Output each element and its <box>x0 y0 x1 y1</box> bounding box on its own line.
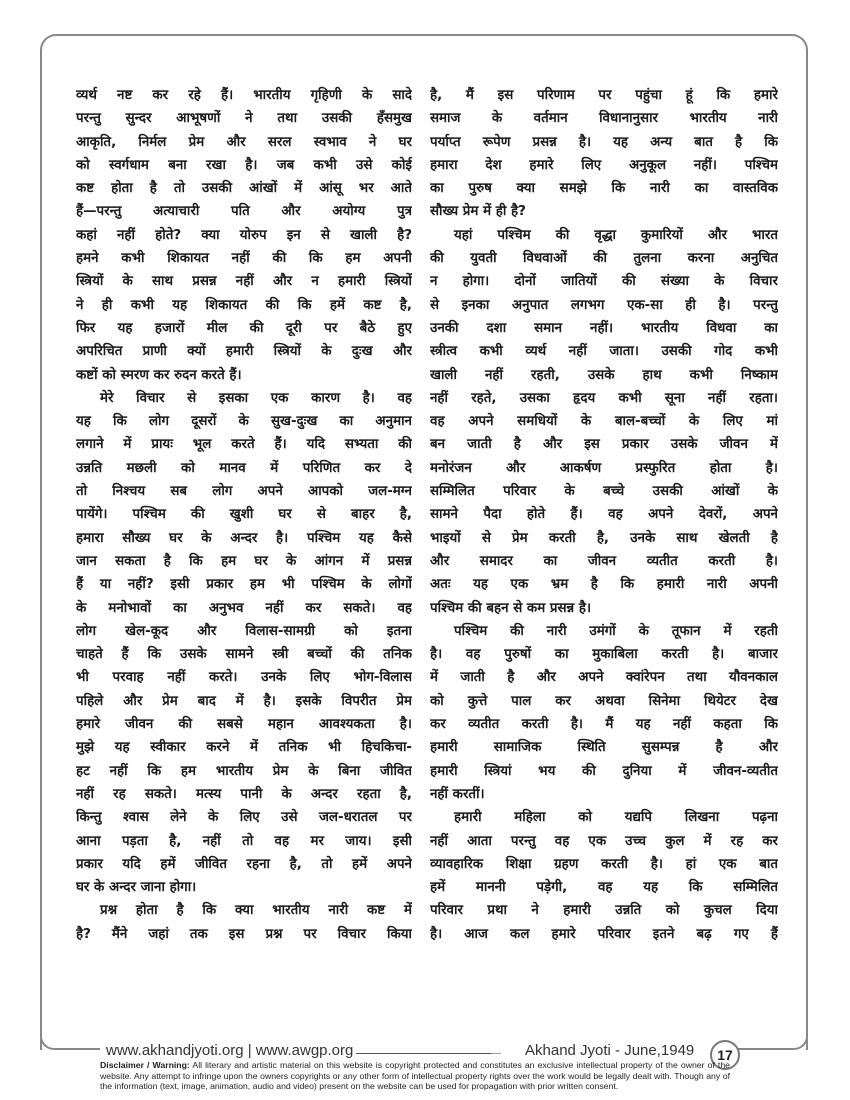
text-line: परन्तु सुन्दर आभूषणों ने तथा उसकी हँसमुख <box>76 111 412 127</box>
text-line: फिर यह हजारों मील की दूरी पर बैठे हुए <box>76 320 412 336</box>
text-line: सामने पैदा होते हैं। वह अपने देवरों, अपने <box>430 507 778 523</box>
text-line: कष्ट होता है तो उसकी आंखों में आंसू भर आते <box>76 181 412 197</box>
text-line: परिवार प्रथा ने हमारी उन्नति को कुचल दिया <box>430 903 778 919</box>
text-line: हमें माननी पड़ेगी, वह यह कि सम्मिलित <box>430 880 778 896</box>
text-line: उनकी दशा समान नहीं। भारतीय विधवा का <box>430 320 778 336</box>
text-line: पहिले और प्रेम बाद में है। इसके विपरीत प्रेम <box>76 693 412 709</box>
text-line: तो निश्चय सब लोग अपने आपको जल-मग्न <box>76 484 412 500</box>
text-line: भाइयों से प्रेम करती है, उनके साथ खेलती है <box>430 530 778 546</box>
issue-title: Akhand Jyoti - June,1949 <box>525 1042 695 1059</box>
text-line: उन्नति मछली को मानव में परिणित कर दे <box>76 460 412 476</box>
text-line: नहीं करतीं। <box>430 786 485 802</box>
disclaimer-text: All literary and artistic material on this website is copyright protected and constitutes an exclusive intellectual property of the owner of the website. Any attempt to infringe upon the owners copyrights or any other form of intellectual property rights over the work would be legally dealt with. Though any of the information (text, image, animation, audio and video) present on the website can be used for propagation with prior written consent. <box>100 1060 730 1091</box>
website-links[interactable]: www.akhandjyoti.org | www.awgp.org <box>106 1042 354 1059</box>
left-text-column <box>76 84 412 946</box>
page-border-bottom-right <box>736 1030 808 1050</box>
text-line: हैं—परन्तु अत्याचारी पति और अयोग्य पुत्र <box>76 204 412 220</box>
text-line: पश्चिम की नारी उमंगों के तूफान में रहती <box>454 623 778 639</box>
text-line: लोग खेल-कूद और विलास-सामग्री को इतना <box>76 623 412 639</box>
footer-divider-faded <box>491 1053 501 1054</box>
text-line: सौख्य प्रेम में ही है? <box>430 204 526 220</box>
text-line: हैं या नहीं? इसी प्रकार हम भी पश्चिम के लोगों <box>76 577 412 593</box>
text-line: है। आज कल हमारे परिवार इतने बढ़ गए हैं <box>430 926 778 942</box>
text-line: कहां नहीं होते? क्या योरुप इन से खाली है? <box>76 227 412 243</box>
page-border-bottom-left <box>40 1030 100 1050</box>
text-line: नहीं रहते, उसका हृदय कभी सूना नहीं रहता। <box>430 390 778 406</box>
text-line: मनोरंजन और आकर्षण प्रस्फुरित होता है। <box>430 460 778 476</box>
right-text-column <box>430 84 778 946</box>
text-line: नहीं रह सकते। मत्स्य पानी के अन्दर रहता है, <box>76 786 412 802</box>
text-line: पायेंगे। पश्चिम की खुशी घर से बाहर है, <box>76 507 412 523</box>
text-line: अतः यह एक भ्रम है कि हमारी नारी अपनी <box>430 577 778 593</box>
text-line: आकृति, निर्मल प्रेम और सरल स्वभाव ने घर <box>76 134 412 150</box>
text-line: हमारा सौख्य घर के अन्दर है। पश्चिम यह कैसे <box>76 530 412 546</box>
text-line: प्रश्न होता है कि क्या भारतीय नारी कष्ट में <box>100 903 412 919</box>
text-line: पर्याप्त रूपेण प्रसन्न है। यह अन्य बात है कि <box>430 134 778 150</box>
text-line: घर के अन्दर जाना होगा। <box>76 880 197 896</box>
text-line: हट नहीं कि हम भारतीय प्रेम के बिना जीवित <box>76 763 412 779</box>
text-line: हमने कभी शिकायत नहीं की कि हम अपनी <box>76 251 412 267</box>
text-line: समाज के वर्तमान विधानानुसार भारतीय नारी <box>430 111 778 127</box>
text-line: हमारी सामाजिक स्थिति सुसम्पन्न है और <box>430 740 778 756</box>
text-line: न होगा। दोनों जातियों की संख्या के विचार <box>430 274 778 290</box>
text-line: यहां पश्चिम की वृद्धा कुमारियों और भारत <box>454 227 778 243</box>
page-number-badge: 17 <box>710 1040 740 1070</box>
text-line: में जाती है और अपने क्वांरेपन तथा यौवनकाल <box>430 670 778 686</box>
text-line: स्त्रीत्व कभी व्यर्थ नहीं जाता। उसकी गोद कभी <box>430 344 778 360</box>
text-line: और समादर का जीवन व्यतीत करती है। <box>430 553 778 569</box>
text-line: हमारा देश हमारे लिए अनुकूल नहीं। पश्चिम <box>430 157 778 173</box>
text-line: प्रकार यदि हमें जीवित रहना है, तो हमें अपने <box>76 856 412 872</box>
disclaimer <box>100 1060 730 1092</box>
text-line: से इनका अनुपात लगभग एक-सा ही है। परन्तु <box>430 297 778 313</box>
text-line: के मनोभावों का अनुभव नहीं कर सकते। वह <box>76 600 412 616</box>
text-line: बन जाती है और इस प्रकार उसके जीवन में <box>430 437 778 453</box>
text-line: वह अपने समधियों के बाल-बच्चों के लिए मां <box>430 414 778 430</box>
text-line: भी परवाह नहीं करते। उनके लिए भोग-विलास <box>76 670 412 686</box>
text-line: सम्मिलित परिवार के बच्चे उसकी आंखों के <box>430 484 778 500</box>
text-line: नहीं आता परन्तु वह एक उच्च कुल में रह कर <box>430 833 778 849</box>
disclaimer-label: Disclaimer / Warning: <box>100 1060 190 1070</box>
text-line: हमारी महिला को यद्यपि लिखना पढ़ना <box>454 810 778 826</box>
text-line: है? मैंने जहां तक इस प्रश्न पर विचार किया <box>76 926 412 942</box>
text-line: पश्चिम की बहन से कम प्रसन्न है। <box>430 600 592 616</box>
text-line: को स्वर्गधाम बना रखा है। जब कभी उसे कोई <box>76 157 412 173</box>
text-line: कष्टों को स्मरण कर रुदन करते हैं। <box>76 367 242 383</box>
text-line: स्त्रियों के साथ प्रसन्न नहीं और न हमारी स्त्रियों <box>76 274 412 290</box>
text-line: अपरिचित प्राणी क्यों हमारी स्त्रियों के दुःख और <box>76 344 412 360</box>
text-line: हमारे जीवन की सबसे महान आवश्यकता है। <box>76 717 412 733</box>
footer <box>100 1040 740 1060</box>
text-line: ने ही कभी यह शिकायत की कि हमें कष्ट है, <box>76 297 412 313</box>
text-line: जान सकता है कि हम घर के आंगन में प्रसन्न <box>76 553 412 569</box>
text-line: मेरे विचार से इसका एक कारण है। वह <box>100 390 412 406</box>
text-line: व्यावहारिक शिक्षा ग्रहण करती है। हां एक बात <box>430 856 778 872</box>
footer-divider <box>356 1053 491 1054</box>
text-line: चाहते हैं कि उसके सामने स्त्री बच्चों की तनिक <box>76 647 412 663</box>
text-line: की युवती विधवाओं की तुलना करना अनुचित <box>430 251 778 267</box>
text-line: व्यर्थ नष्ट कर रहे हैं। भारतीय गृहिणी के सादे <box>76 88 412 103</box>
text-line: हमारी स्त्रियां भय की दुनिया में जीवन-व्यतीत <box>430 763 778 779</box>
text-line: है। वह पुरुषों का मुकाबिला करती है। बाजार <box>430 647 778 663</box>
text-line: को कुत्ते पाल कर अथवा सिनेमा थियेटर देख <box>430 693 778 709</box>
text-line: का पुरुष क्या समझे कि नारी का वास्तविक <box>430 181 778 197</box>
text-line: खाली नहीं रहती, उसके हाथ कभी निष्काम <box>430 367 778 383</box>
text-line: किन्तु श्वास लेने के लिए उसे जल-धरातल पर <box>76 810 412 826</box>
text-line: मुझे यह स्वीकार करने में तनिक भी हिचकिचा- <box>76 740 412 756</box>
text-line: लगाने में प्रायः भूल करते हैं। यदि सभ्यता की <box>76 437 412 453</box>
text-line: है, मैं इस परिणाम पर पहुंचा हूं कि हमारे <box>430 88 778 103</box>
text-line: कर व्यतीत करती है। मैं यह नहीं कहता कि <box>430 717 778 733</box>
text-line: आना पड़ता है, नहीं तो वह मर जाय। इसी <box>76 833 412 849</box>
text-line: यह कि लोग दूसरों के सुख-दुःख का अनुमान <box>76 414 412 430</box>
